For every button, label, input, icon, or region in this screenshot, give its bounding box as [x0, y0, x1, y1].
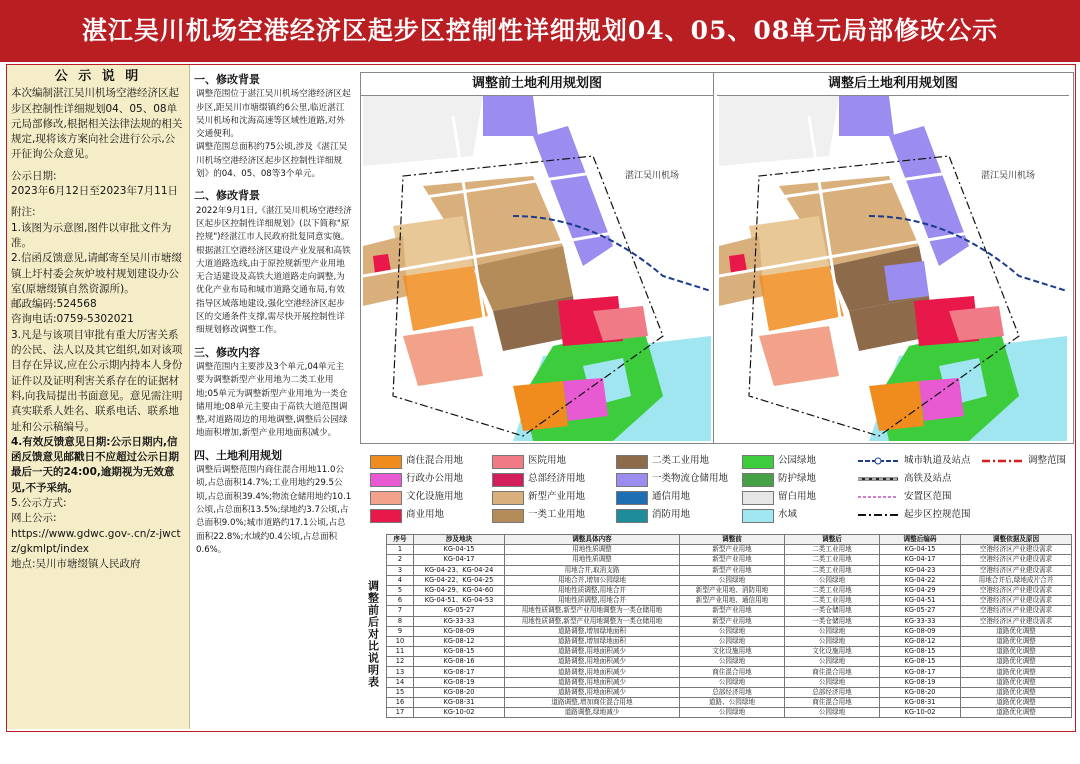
table-cell: 3 — [387, 565, 414, 575]
table-cell: 道路调整,增加商住混合用地 — [505, 698, 680, 708]
table-cell: 4 — [387, 575, 414, 585]
section-3-heading: 三、修改内容 — [194, 345, 260, 359]
table-cell: 道路优化调整 — [961, 647, 1072, 657]
notice-web-url[interactable]: https://www.gdwc.gov-.cn/z-jwctz/gkmlpt/index — [11, 527, 181, 555]
legend-swatch — [616, 491, 648, 505]
rail-line-icon — [858, 454, 898, 468]
legend-item: 消防用地 — [616, 508, 740, 522]
legend-swatch — [742, 491, 774, 505]
legend-item: 商住混合用地 — [370, 454, 490, 468]
table-cell: 2 — [387, 555, 414, 565]
table-cell: 7 — [387, 606, 414, 616]
table-cell: 二类工业用地 — [785, 555, 880, 565]
map-after-airport-label: 湛江吴川机场 — [981, 171, 1036, 181]
legend-line-item: 起步区控规范围 — [858, 508, 978, 522]
table-cell: 空港经济区产业建设需求 — [961, 616, 1072, 626]
table-cell: 用地合并,取消支路 — [505, 565, 680, 575]
table-cell: KG-04-15 — [880, 545, 961, 555]
table-cell: KG-04-51、KG-04-53 — [414, 596, 505, 606]
table-cell: 空港经济区产业建设需求 — [961, 596, 1072, 606]
table-cell: 新型产业用地 — [680, 616, 785, 626]
table-cell: 公园绿地 — [785, 708, 880, 718]
table-cell: 空港经济区产业建设需求 — [961, 565, 1072, 575]
table-cell: 10 — [387, 636, 414, 646]
table-cell: 新型产业用地 — [680, 545, 785, 555]
legend-item: 公园绿地 — [742, 454, 852, 468]
table-cell: KG-08-15 — [880, 657, 961, 667]
table-cell: 12 — [387, 657, 414, 667]
legend-item: 医院用地 — [492, 454, 612, 468]
table-row — [387, 647, 1072, 657]
legend-line-item: 高铁及站点 — [858, 472, 978, 486]
table-cell: 11 — [387, 647, 414, 657]
maps-panel — [360, 72, 1074, 444]
table-cell: 道路优化调整 — [961, 708, 1072, 718]
notice-note-1: 1.该图为示意图,图件以审批文件为准。 — [11, 221, 172, 249]
table-cell: KG-04-29 — [880, 585, 961, 595]
table-cell: KG-08-17 — [880, 667, 961, 677]
notice-panel — [7, 65, 190, 729]
table-row — [387, 626, 1072, 636]
legend-item: 防护绿地 — [742, 472, 852, 486]
table-cell: KG-04-17 — [880, 555, 961, 565]
table-row — [387, 677, 1072, 687]
map-legend — [360, 446, 1072, 530]
legend-item: 水域 — [742, 508, 852, 522]
notice-postcode: 邮政编码:524568 — [11, 298, 97, 311]
table-cell: 道路调整,用地面积减少 — [505, 667, 680, 677]
table-header-row — [387, 535, 1072, 545]
table-cell: 公园绿地 — [680, 677, 785, 687]
table-cell: KG-04-17 — [414, 555, 505, 565]
table-cell: 空港经济区产业建设需求 — [961, 555, 1072, 565]
notice-note-5: 5.公示方式: — [11, 497, 67, 510]
table-side-label — [362, 536, 384, 722]
notice-period: 2023年6月12日至2023年7月11日 — [11, 185, 179, 198]
col-header: 涉及地块 — [414, 535, 505, 545]
page-title: 湛江吴川机场空港经济区起步区控制性详细规划04、05、08单元局部修改公示 — [81, 16, 999, 45]
table-cell: KG-08-31 — [414, 698, 505, 708]
table-cell: 14 — [387, 677, 414, 687]
section-2-heading: 二、修改背景 — [194, 189, 260, 203]
legend-item: 新型产业用地 — [492, 490, 612, 504]
table-cell: 用地性质调整,新型产业用地调整为一类仓储用地 — [505, 606, 680, 616]
table-cell: 新型产业用地 — [680, 606, 785, 616]
legend-item: 二类工业用地 — [616, 454, 740, 468]
map-before — [361, 73, 714, 443]
notice-note-label: 附注: — [11, 206, 36, 219]
section-1-heading: 一、修改背景 — [194, 73, 260, 86]
table-cell: KG-08-20 — [414, 687, 505, 697]
table-cell: 用地合并,增加公园绿地 — [505, 575, 680, 585]
table-cell: 5 — [387, 585, 414, 595]
table-cell: 公园绿地 — [680, 575, 785, 585]
table-row — [387, 687, 1072, 697]
table-cell: 道路优化调整 — [961, 626, 1072, 636]
legend-line-item: 调整范围 — [982, 454, 1070, 468]
map-after-drawing — [719, 96, 1067, 441]
table-cell: 二类工业用地 — [785, 565, 880, 575]
map-before-drawing — [363, 96, 711, 441]
notice-intro: 本次编制湛江吴川机场空港经济区起步区控制性详细规划04、05、08单元局部修改,根据相关法律法规的相关规定,现将该方案向社会进行公示,公开征询公众意见。 — [11, 87, 183, 161]
table-cell: 用地性质调整,用地合并 — [505, 585, 680, 595]
table-cell: KG-04-23、KG-04-24 — [414, 565, 505, 575]
table-cell: KG-08-15 — [880, 647, 961, 657]
table-cell: 1 — [387, 545, 414, 555]
legend-swatch — [370, 509, 402, 523]
legend-swatch — [616, 509, 648, 523]
notice-phone: 咨询电话:0759-5302021 — [11, 313, 134, 326]
table-cell: KG-08-20 — [880, 687, 961, 697]
legend-item: 一类物流仓储用地 — [616, 472, 740, 486]
section-2-para-2: 根据湛江空港经济区建设产业发展和高铁大道道路选线,由于原控规新型产业用地无合适建设及高铁大道道路走向调整,为优化产业布局和城市道路交通布局,有效指导区域落地建设,强化空港经济区起步区的交通条件支撑,需尽快开展控制性详细规划修改调整工作。 — [196, 245, 351, 336]
legend-item: 留白用地 — [742, 490, 852, 504]
table-cell: 道路优化调整 — [961, 667, 1072, 677]
table-cell: 二类工业用地 — [785, 545, 880, 555]
legend-swatch — [742, 509, 774, 523]
legend-item: 行政办公用地 — [370, 472, 490, 486]
legend-swatch — [492, 473, 524, 487]
table-row — [387, 606, 1072, 616]
table-row — [387, 616, 1072, 626]
table-cell: 公园绿地 — [785, 575, 880, 585]
section-1-para-2: 调整范围总面积约75公顷,涉及《湛江吴川机场空港经济区起步区控制性详细规划》的04、05、08等3个单元。 — [196, 142, 348, 180]
table-cell: 道路调整,增加绿地面积 — [505, 626, 680, 636]
col-header: 调整后 — [785, 535, 880, 545]
table-cell: 道路调整,增加绿地面积 — [505, 636, 680, 646]
table-cell: 二类工业用地 — [785, 585, 880, 595]
legend-swatch — [370, 491, 402, 505]
col-header: 调整具体内容 — [505, 535, 680, 545]
table-row — [387, 555, 1072, 565]
table-side-label-text: 调整前后对比说明表 — [366, 580, 380, 688]
table-cell: KG-08-31 — [880, 698, 961, 708]
col-header: 调整后编码 — [880, 535, 961, 545]
notice-note-2: 2.信函反馈意见,请邮寄至吴川市塘缀镇上圩村委会灰炉坡村规划建设办公室(原塘缀镇自然资源所)。 — [11, 252, 182, 295]
table-cell: 道路调整,用地面积减少 — [505, 677, 680, 687]
table-cell: 用地性质调整 — [505, 555, 680, 565]
table-cell: KG-05-27 — [414, 606, 505, 616]
table-cell: KG-08-16 — [414, 657, 505, 667]
table-cell: 公园绿地 — [680, 657, 785, 667]
legend-item: 通信用地 — [616, 490, 740, 504]
notice-period-label: 公示日期: — [11, 169, 57, 182]
table-cell: KG-08-12 — [880, 636, 961, 646]
legend-swatch — [742, 473, 774, 487]
table-cell: 商住混合用地 — [680, 667, 785, 677]
adjustment-table — [386, 534, 1072, 718]
table-row — [387, 698, 1072, 708]
table-cell: 用地性质调整 — [505, 545, 680, 555]
legend-item: 一类工业用地 — [492, 508, 612, 522]
table-cell: 道路优化调整 — [961, 657, 1072, 667]
table-cell: 道路优化调整 — [961, 687, 1072, 697]
notice-web-label: 网上公示: — [11, 512, 57, 525]
table-cell: KG-10-02 — [880, 708, 961, 718]
table-cell: 道路调整,用地面积减少 — [505, 687, 680, 697]
table-cell: KG-08-12 — [414, 636, 505, 646]
adjustment-boundary-icon — [982, 454, 1022, 468]
section-4-para-1: 调整后调整范围内商住混合用地11.0公顷,占总面积14.7%;工业用地约29.5公顷,占总面积39.4%;物流仓储用地约10.1公顷,占总面积13.5%;绿地约3.7公顷,占总面积9.0%;城市道路约17.1公顷,占总面积22.8%;水域约0.4公顷,占总面积0.6%。 — [196, 465, 352, 555]
table-cell: 一类仓储用地 — [785, 616, 880, 626]
table-cell: 公园绿地 — [785, 657, 880, 667]
notice-note-4: 4.有效反馈意见日期:公示日期内,信函反馈意见邮戳日不应超过公示日期最后一天的24:00,逾期视为无效意见,不予采纳。 — [11, 435, 179, 494]
table-cell: 17 — [387, 708, 414, 718]
table-cell: 13 — [387, 667, 414, 677]
legend-item: 商业用地 — [370, 508, 490, 522]
table-cell: 公园绿地 — [680, 626, 785, 636]
table-cell: KG-04-15 — [414, 545, 505, 555]
legend-swatch — [492, 491, 524, 505]
table-row — [387, 636, 1072, 646]
section-4-heading: 四、土地利用规划 — [194, 448, 282, 462]
table-cell: 8 — [387, 616, 414, 626]
description-panel — [190, 65, 356, 729]
resettlement-boundary-icon — [858, 490, 898, 504]
table-cell: 总部经济用地 — [680, 687, 785, 697]
section-1-para-1: 调整范围位于湛江吴川机场空港经济区起步区,距吴川市塘缀镇约6公里,临近湛江吴川机场和沈海高速等区域性道路,对外交通便利。 — [196, 89, 351, 140]
legend-swatch — [492, 509, 524, 523]
legend-swatch — [616, 473, 648, 487]
table-cell: 公园绿地 — [680, 636, 785, 646]
table-cell: KG-08-17 — [414, 667, 505, 677]
legend-swatch — [370, 473, 402, 487]
notice-place: 地点:吴川市塘缀镇人民政府 — [11, 558, 141, 571]
legend-line-item: 城市轨道及站点 — [858, 454, 978, 468]
col-header: 调整前 — [680, 535, 785, 545]
table-cell: KG-04-22、KG-04-25 — [414, 575, 505, 585]
table-cell: 公园绿地 — [680, 708, 785, 718]
table-cell: KG-05-27 — [880, 606, 961, 616]
col-header: 序号 — [387, 535, 414, 545]
table-cell: 16 — [387, 698, 414, 708]
table-cell: KG-04-23 — [880, 565, 961, 575]
table-row — [387, 657, 1072, 667]
table-cell: KG-04-29、KG-04-60 — [414, 585, 505, 595]
section-3-para-1: 调整范围内主要涉及3个单元,04单元主要为调整新型产业用地为二类工业用地;05单元为调整新型产业用地为一类仓储用地;08单元主要由于高铁大道范围调整,对道路周边的用地调整,调整后公园绿地面积增加,新型产业用地面积减少。 — [196, 361, 348, 439]
table-cell: 一类仓储用地 — [785, 606, 880, 616]
table-cell: KG-08-19 — [414, 677, 505, 687]
table-cell: 空港经济区产业建设需求 — [961, 545, 1072, 555]
table-row — [387, 708, 1072, 718]
table-cell: 公园绿地 — [785, 677, 880, 687]
table-cell: KG-10-02 — [414, 708, 505, 718]
table-row — [387, 596, 1072, 606]
table-cell: 空港经济区产业建设需求 — [961, 585, 1072, 595]
table-cell: 6 — [387, 596, 414, 606]
table-cell: 道路、公园绿地 — [680, 698, 785, 708]
table-cell: 商住混合用地 — [785, 667, 880, 677]
table-cell: 道路调整,绿地减少 — [505, 708, 680, 718]
table-cell: 公园绿地 — [785, 636, 880, 646]
section-2-para-1: 2022年9月1日,《湛江吴川机场空港经济区起步区控制性详细规划》(以下简称"原控规")经湛江市人民政府批复同意实施。 — [196, 205, 352, 243]
table-cell: 道路优化调整 — [961, 677, 1072, 687]
table-row — [387, 545, 1072, 555]
table-cell: 二类工业用地 — [785, 596, 880, 606]
table-cell: 道路优化调整 — [961, 636, 1072, 646]
table-cell: 总部经济用地 — [785, 687, 880, 697]
table-cell: KG-33-33 — [880, 616, 961, 626]
table-cell: 新型产业用地 — [680, 565, 785, 575]
legend-swatch — [742, 455, 774, 469]
map-before-airport-label: 湛江吴川机场 — [625, 171, 680, 181]
map-after — [717, 73, 1069, 443]
notice-note-3: 3.凡是与该项目审批有重大厉害关系的公民、法人以及其它组织,如对该项目存在异议,应在公示期内持本人身份证件以及证明利害关系存在的证据材料,向我局提出书面意见。意见需注明真实联系人姓名、联系电话、联系地址和公示稿编号。 — [11, 328, 183, 433]
legend-item: 总部经济用地 — [492, 472, 612, 486]
table-cell: KG-04-51 — [880, 596, 961, 606]
table-cell: KG-08-09 — [414, 626, 505, 636]
table-cell: 9 — [387, 626, 414, 636]
map-after-title: 调整后土地利用规划图 — [717, 73, 1069, 96]
table-cell: 用地合并后,绿地成片合并 — [961, 575, 1072, 585]
table-cell: 道路优化调整 — [961, 698, 1072, 708]
legend-item: 文化设施用地 — [370, 490, 490, 504]
table-cell: 新型产业用地、消防用地 — [680, 585, 785, 595]
table-cell: KG-08-15 — [414, 647, 505, 657]
notice-heading: 公 示 说 明 — [54, 69, 142, 84]
table-cell: KG-08-19 — [880, 677, 961, 687]
table-cell: 道路调整,用地面积减少 — [505, 657, 680, 667]
table-cell: 道路调整,用地面积减少 — [505, 647, 680, 657]
legend-swatch — [370, 455, 402, 469]
col-header: 调整依据及原因 — [961, 535, 1072, 545]
plan-boundary-icon — [858, 508, 898, 522]
high-speed-rail-icon — [858, 472, 898, 486]
table-cell: KG-33-33 — [414, 616, 505, 626]
table-row — [387, 575, 1072, 585]
table-cell: 新型产业用地、通信用地 — [680, 596, 785, 606]
table-cell: 空港经济区产业建设需求 — [961, 606, 1072, 616]
title-banner — [0, 0, 1080, 62]
table-row — [387, 565, 1072, 575]
table-cell: 商住混合用地 — [785, 698, 880, 708]
table-cell: 新型产业用地 — [680, 555, 785, 565]
table-cell: 文化设施用地 — [785, 647, 880, 657]
table-row — [387, 667, 1072, 677]
map-before-title: 调整前土地利用规划图 — [361, 73, 713, 96]
table-cell: 用地性质调整,用地合并 — [505, 596, 680, 606]
table-cell: KG-08-09 — [880, 626, 961, 636]
table-row — [387, 585, 1072, 595]
table-cell: 公园绿地 — [785, 626, 880, 636]
legend-swatch — [492, 455, 524, 469]
legend-line-item: 安置区范围 — [858, 490, 978, 504]
table-cell: 15 — [387, 687, 414, 697]
table-cell: 用地性质调整,新型产业用地调整为一类仓储用地 — [505, 616, 680, 626]
table-cell: KG-04-22 — [880, 575, 961, 585]
legend-swatch — [616, 455, 648, 469]
table-cell: 文化设施用地 — [680, 647, 785, 657]
